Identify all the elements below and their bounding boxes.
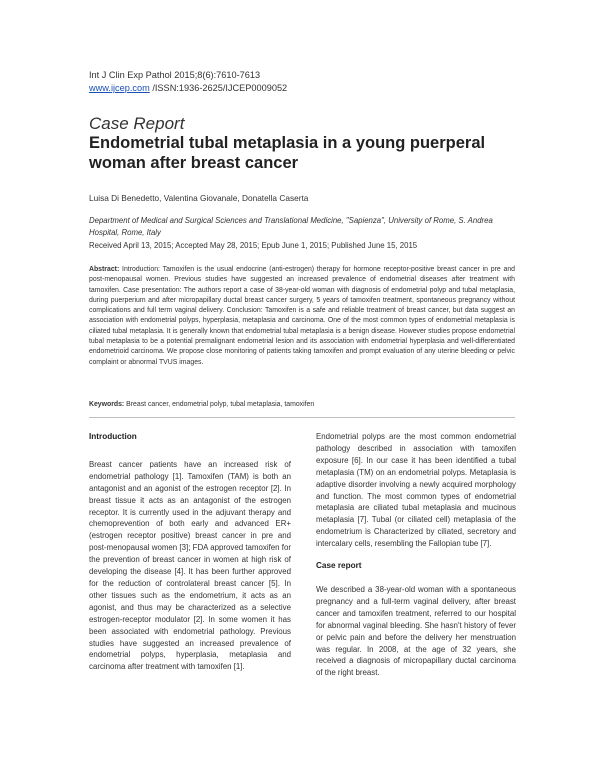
abstract-text: Introduction: Tamoxifen is the usual endocrine (anti-estrogen) therapy for hormone receptor-positive breast cancer in pre and post-menopausal women. Previous studies have suggested an increased prevalence of endometrial diseases after treatment with tamoxifen. Case presentation: The authors report a case of 38-year-old woman with diagnosis of endometrial polyp and tubal metaplasia, during puerperium and after micropapillary ductal breast cancer surgery, 5 years of tamoxifen treatment, spontaneous pregnancy without complications and full term vaginal delivery. Conclusion: Tamoxifen is a safe and reliable treatment of breast cancer, but data suggest an association with endometrial polyps, hyperplasia, metaplasia and carcinoma. One of the most common types of endometrial metaplasia is ciliated tubal metaplasia. It is generally known that endometrial tubal metaplasia is a benign disease. However studies propose endometrial tubal metaplasia to be a potential premalignant endometrial lesion and its association with endometrial hyperplasia and well-differentiated endometrioid carcinoma. We propose close monitoring of patients taking tamoxifen and prompt evaluation of any uterine bleeding or pelvic complaint or abnormal TVUS images. bbox=[89, 266, 515, 366]
abstract bbox=[89, 265, 515, 368]
introduction-paragraph: Breast cancer patients have an increased risk of endometrial pathology [1]. Tamoxifen (TAM) is both an antagonist and an agonist of the estrogen receptor [2]. In breast tissue it acts as an antagonist of the estrogen receptor. It is currently used in the adjuvant therapy and chemoprevention of both early and advanced ER+ (estrogen receptor positive) breast cancer in pre and post-menopausal women [3]; FDA approved tamoxifen for the prevention of breast cancer in women at high risk of developing the disease [4]. It has been further approved for the reduction of controlateral breast cancer [5]. In other tissues such as the endometrium, it acts as an agonist, and thus may be characterized as a selective estrogen-receptor modulator [2]. In some women it has been associated with endometrial pathology. Previous studies have suggested an increased prevalence of endometrial polyps, hyperplasia, metaplasia and carcinoma after treatment with tamoxifen [1]. bbox=[89, 459, 291, 672]
right-column bbox=[316, 431, 516, 679]
article-title: Endometrial tubal metaplasia in a young puerperal woman after breast cancer bbox=[89, 134, 486, 172]
keywords-label: Keywords: bbox=[89, 401, 125, 408]
journal-header bbox=[89, 69, 287, 95]
journal-citation: Int J Clin Exp Pathol 2015;8(6):7610-7613 bbox=[89, 70, 261, 80]
article-affiliation: Department of Medical and Surgical Sciences and Translational Medicine, "Sapienza", University of Rome, S. Andrea Hospital, Rome, Italy bbox=[89, 216, 493, 237]
case-report-paragraph: We described a 38-year-old woman with a spontaneous pregnancy and a full-term vaginal delivery, after breast cancer and tamoxifen treatment, referred to our hospital for abnormal vaginal bleeding. She hasn't history of fever or pelvic pain and before the delivery her menstruation was regular. In 2008, at the age of 32 years, she received a diagnosis of micropapillary ductal carcinoma of the right breast. bbox=[316, 584, 516, 678]
abstract-label: Abstract: bbox=[89, 266, 120, 273]
case-report-heading: Case report bbox=[316, 561, 362, 571]
journal-links bbox=[89, 82, 287, 95]
polyps-paragraph: Endometrial polyps are the most common endometrial pathology described in association with tamoxifen exposure [6]. In our case it has been identified a tubal metaplasia (TM) on an endometrial polyps. Metaplasia is adaptive disorder involving a newly acquired morphology and function. The most common types of endometrial metaplasia are ciliated tubal metaplasia and mucinous metaplasia [7]. Tubal (or ciliated cell) metaplasia of the endometrium is Characterized by ciliated, secretory and intercalary cells, resembling the Fallopian tube [7]. bbox=[316, 432, 516, 549]
article-authors: Luisa Di Benedetto, Valentina Giovanale, Donatella Caserta bbox=[89, 193, 309, 203]
article-dates: Received April 13, 2015; Accepted May 28, 2015; Epub June 1, 2015; Published June 15, 2015 bbox=[89, 241, 418, 250]
left-column bbox=[89, 431, 291, 673]
keywords bbox=[89, 401, 515, 408]
keywords-text: Breast cancer, endometrial polyp, tubal metaplasia, tamoxifen bbox=[124, 401, 315, 408]
introduction-heading: Introduction bbox=[89, 432, 137, 441]
section-divider bbox=[89, 417, 515, 418]
journal-website-link[interactable]: www.ijcep.com bbox=[89, 83, 150, 93]
article-type: Case Report bbox=[89, 114, 185, 133]
journal-issn: /ISSN:1936-2625/IJCEP0009052 bbox=[152, 83, 288, 93]
